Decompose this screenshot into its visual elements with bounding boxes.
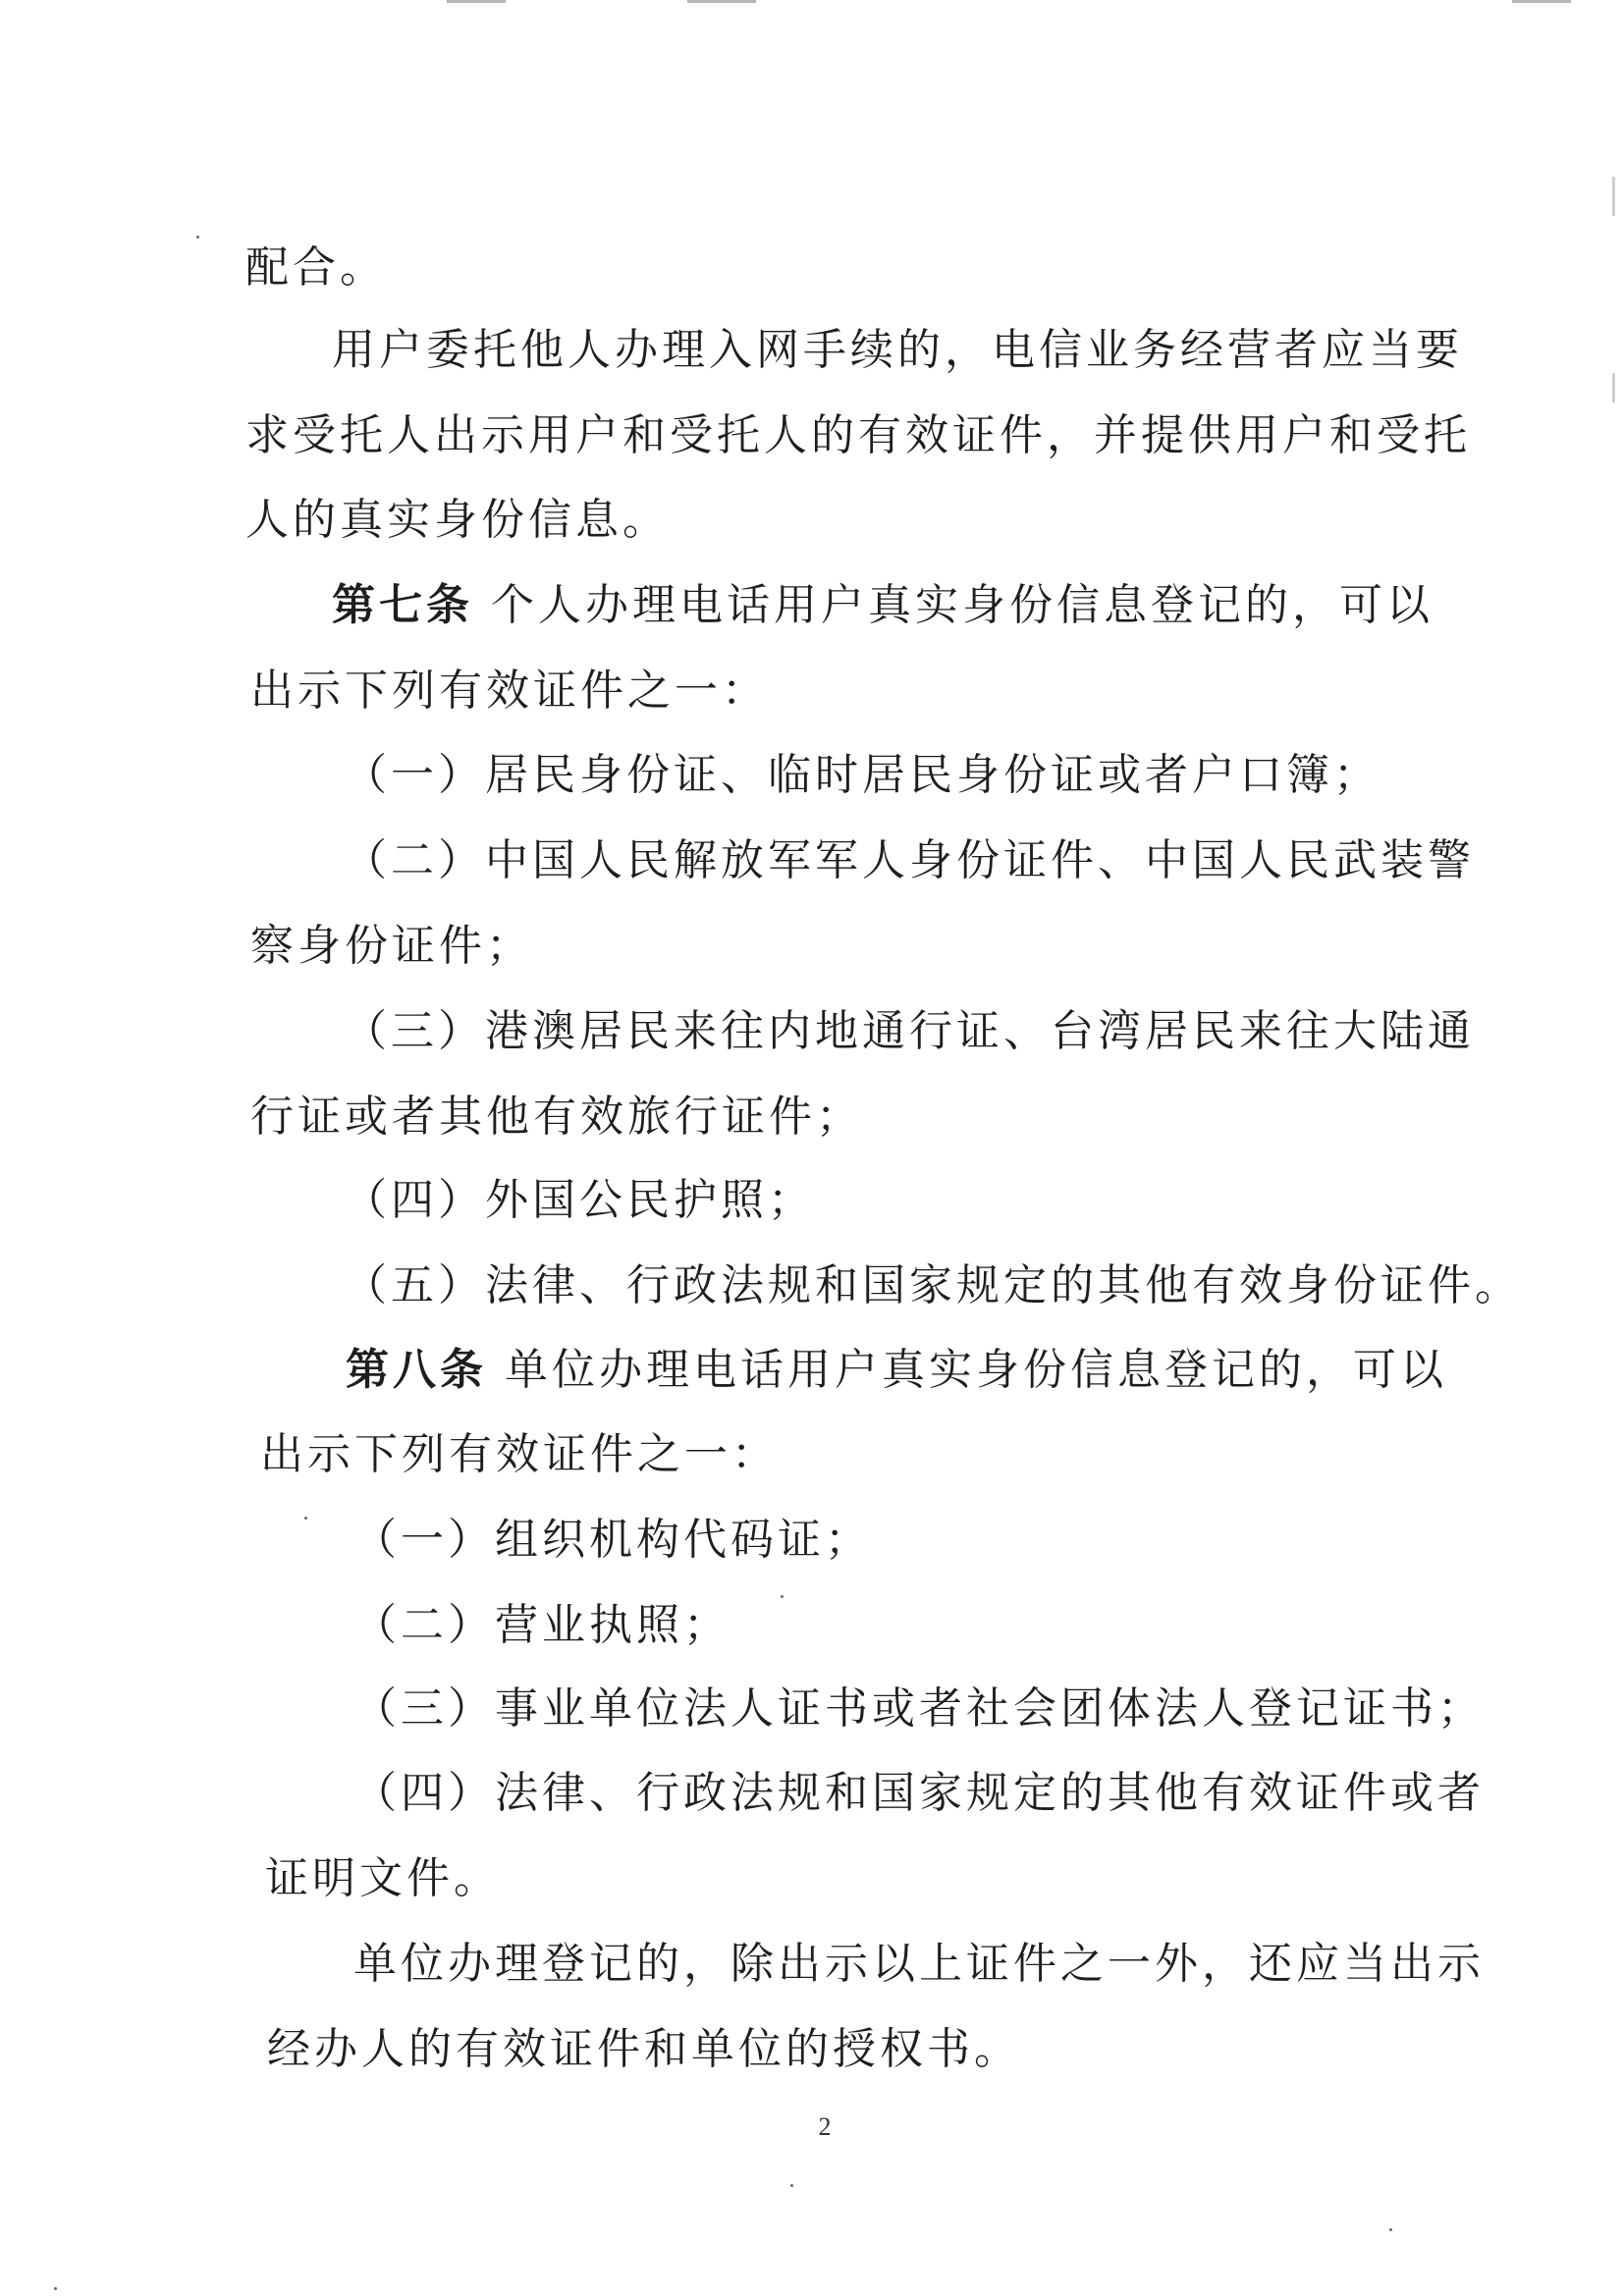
list-item: 证明文件。	[265, 1853, 501, 1903]
scan-dot	[54, 2287, 57, 2290]
scan-mark	[687, 0, 756, 3]
article-text: 单位办理电话用户真实身份信息登记的，可以	[505, 1345, 1447, 1395]
scan-dot	[1389, 2228, 1392, 2231]
list-item: （一）组织机构代码证；	[353, 1515, 872, 1565]
list-item: 行证或者其他有效旅行证件；	[250, 1092, 863, 1142]
list-item: （一）居民身份证、临时居民身份证或者户口簿；	[344, 750, 1380, 800]
list-item: （二）中国人民解放军军人身份证件、中国人民武装警	[344, 835, 1475, 885]
scan-mark	[1612, 373, 1615, 402]
scan-mark	[1612, 177, 1615, 216]
article-heading: 第八条	[346, 1345, 487, 1395]
scan-dot	[790, 2184, 793, 2187]
scan-dot	[196, 236, 199, 239]
text-line: 求受托人出示用户和受托人的有效证件，并提供用户和受托	[245, 410, 1471, 460]
text-line: 人的真实身份信息。	[245, 495, 670, 545]
article-heading: 第七条	[332, 580, 473, 630]
list-item: （三）事业单位法人证书或者社会团体法人登记证书；	[353, 1683, 1485, 1734]
page-number: 2	[818, 2112, 832, 2141]
text-line: 出示下列有效证件之一：	[250, 666, 769, 716]
list-item: （三）港澳居民来往内地通行证、台湾居民来往大陆通	[344, 1006, 1475, 1056]
list-item: （四）外国公民护照；	[344, 1175, 815, 1225]
list-item: （四）法律、行政法规和国家规定的其他有效证件或者	[353, 1768, 1485, 1818]
list-item: 察身份证件；	[250, 921, 533, 971]
scan-dot	[304, 1517, 307, 1520]
article-7-line	[332, 576, 1434, 635]
list-item: （五）法律、行政法规和国家规定的其他有效身份证件。	[344, 1260, 1522, 1310]
scan-mark	[1512, 0, 1571, 3]
text-line: 出示下列有效证件之一：	[260, 1429, 779, 1479]
text-line: 用户委托他人办理入网手续的，电信业务经营者应当要	[332, 325, 1463, 375]
article-text: 个人办理电话用户真实身份信息登记的，可以	[491, 580, 1434, 630]
article-8-line	[346, 1341, 1447, 1400]
text-line: 配合。	[245, 242, 387, 293]
scan-mark	[447, 0, 506, 3]
text-line: 经办人的有效证件和单位的授权书。	[267, 2024, 1021, 2074]
scan-dot	[781, 1595, 784, 1598]
text-line: 单位办理登记的，除出示以上证件之一外，还应当出示	[353, 1939, 1485, 1989]
list-item: （二）营业执照；	[353, 1600, 730, 1650]
